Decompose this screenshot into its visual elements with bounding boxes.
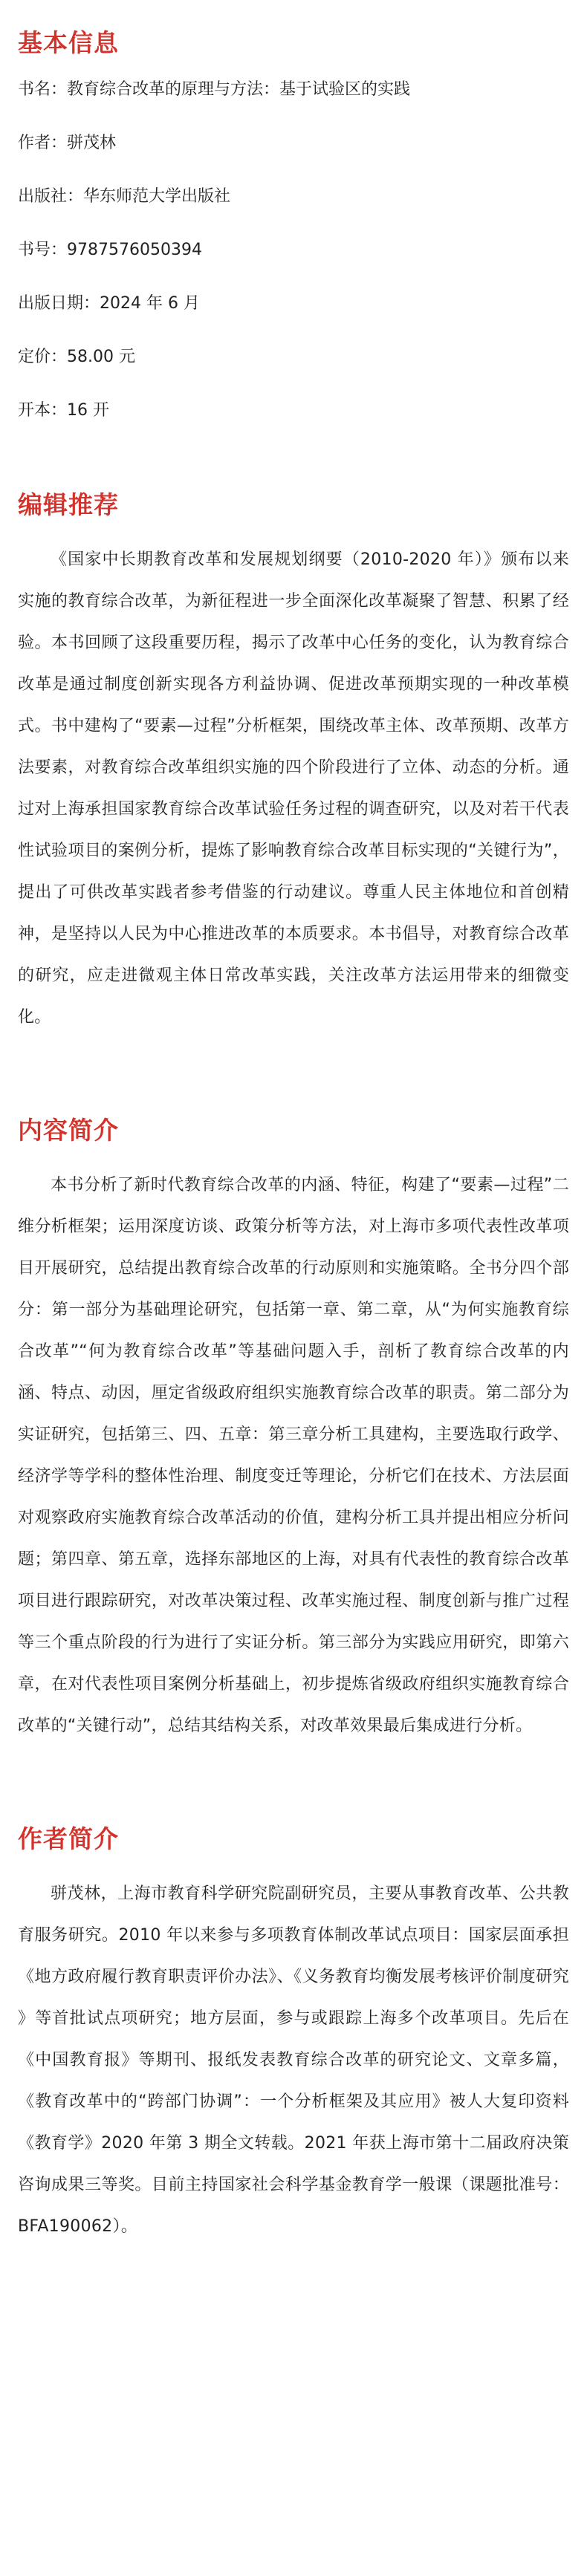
content-summary-section (18, 1114, 569, 1747)
basic-info-title: 基本信息 (18, 28, 119, 57)
info-row-book-title: 书名：教育综合改革的原理与方法：基于试验区的实践 (18, 80, 411, 99)
info-row-price: 定价：58.00 元 (18, 348, 135, 366)
info-row-author: 作者：骈茂林 (18, 134, 117, 152)
editor-recommendation-section (18, 489, 569, 1038)
editor-recommendation-title: 编辑推荐 (18, 490, 119, 519)
content-summary-title: 内容简介 (18, 1116, 119, 1145)
info-row-publisher: 出版社：华东师范大学出版社 (18, 187, 231, 206)
content-summary-text: 本书分析了新时代教育综合改革的内涵、特征，构建了“要素—过程”二维分析框架；运用深度访谈、政策分析等方法，对上海市多项代表性改革项目开展研究，总结提出教育综合改革的行动原则和实施策略。全书分四个部分：第一部分为基础理论研究，包括第一章、第二章，从“为何实施教育综合改革”“何为教育综合改革”等基础问题入手，剖析了教育综合改革的内涵、特点、动因，厘定省级政府组织实施教育综合改革的职责。第二部分为实证研究，包括第三、四、五章：第三章分析工具建构，主要选取行政学、经济学等学科的整体性治理、制度变迁等理论，分析它们在技术、方法层面对观察政府实施教育综合改革活动的价值，建构分析工具并提出相应分析问题；第四章、第五章，选择东部地区的上海，对具有代表性的教育综合改革项目进行跟踪研究，对改革决策过程、改革实施过程、制度创新与推广过程等三个重点阶段的行为进行了实证分析。第三部分为实践应用研究，即第六章，在对代表性项目案例分析基础上，初步提炼省级政府组织实施教育综合改革的“关键行动”，总结其结构关系，对改革效果最后集成进行分析。 (18, 1176, 569, 1735)
author-intro-text: 骈茂林，上海市教育科学研究院副研究员，主要从事教育改革、公共教育服务研究。2010 年以来参与多项教育体制改革试点项目：国家层面承担《地方政府履行教育职责评价办法》、《义务教育均衡发展考核评价制度研究 》等首批试点项研究；地方层面，参与或跟踪上海多个改革项目。先后在《中国教育报》等期刊、报纸发表教育综合改革的研究论文、文章多篇，《教育改革中的“跨部门协调”：一个分析框架及其应用》被人大复印资料《教育学》2020 年第 3 期全文转载。2021 年获上海市第十二届政府决策咨询成果三等奖。目前主持国家社会科学基金教育学一般课（课题批准号：BFA190062）。 (18, 1884, 569, 2236)
info-row-isbn: 书号：9787576050394 (18, 241, 202, 259)
basic-info-list (18, 79, 569, 422)
info-row-publish-date: 出版日期：2024 年 6 月 (18, 294, 200, 313)
author-intro-title: 作者简介 (18, 1824, 119, 1853)
basic-info-section (18, 0, 569, 422)
info-row-format: 开本：16 开 (18, 401, 109, 420)
author-intro-section (18, 1823, 569, 2248)
editor-recommendation-text: 《国家中长期教育改革和发展规划纲要（2010-2020 年）》颁布以来实施的教育综合改革，为新征程进一步全面深化改革凝聚了智慧、积累了经验。本书回顾了这段重要历程，揭示了改革中心任务的变化，认为教育综合改革是通过制度创新实现各方利益协调、促进改革预期实现的一种改革模式。书中建构了“要素—过程”分析框架，围绕改革主体、改革预期、改革方法要素，对教育综合改革组织实施的四个阶段进行了立体、动态的分析。通过对上海承担国家教育综合改革试验任务过程的调查研究，以及对若干代表性试验项目的案例分析，提炼了影响教育综合改革目标实现的“关键行为”，提出了可供改革实践者参考借鉴的行动建议。尊重人民主体地位和首创精神，是坚持以人民为中心推进改革的本质要求。本书倡导，对教育综合改革的研究，应走进微观主体日常改革实践，关注改革方法运用带来的细微变化。 (18, 550, 569, 1027)
